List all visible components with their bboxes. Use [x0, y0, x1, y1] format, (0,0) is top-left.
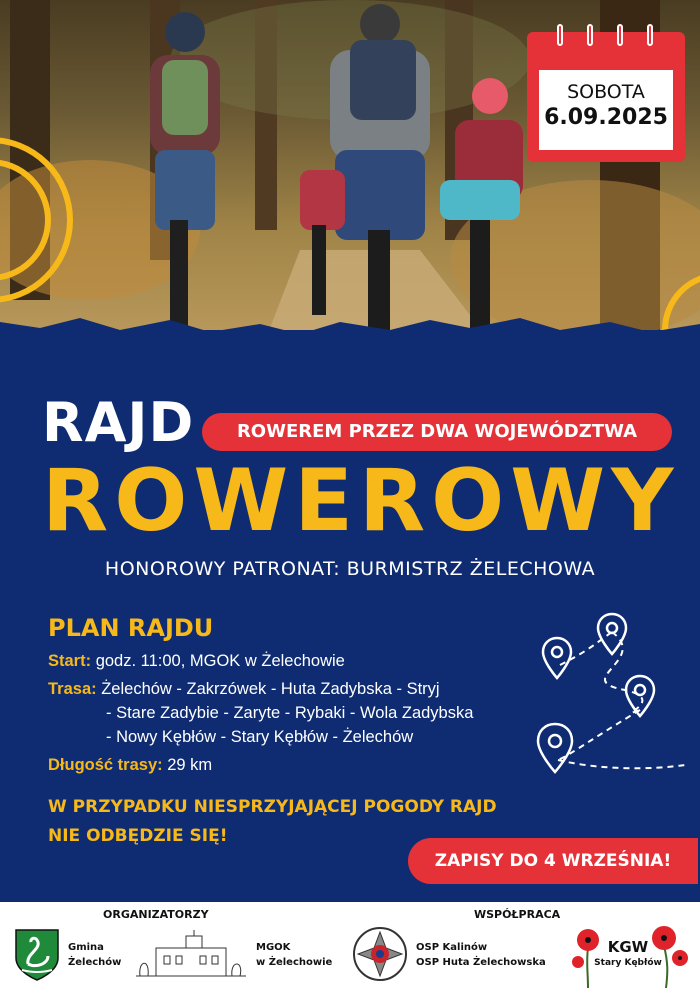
torn-edge — [0, 300, 700, 340]
org1-line-2: Żelechów — [68, 957, 122, 968]
warning-line-1: W PRZYPADKU NIESPRZYJAJĄCEJ POGODY RAJD — [48, 797, 497, 817]
location-pin-icon — [538, 724, 572, 772]
route-line-2: - Stare Zadybie - Zaryte - Rybaki - Wola Zadybska — [106, 704, 474, 722]
start-label: Start: — [48, 652, 92, 670]
event-date: 6.09.2025 — [544, 105, 668, 130]
location-pin-icon — [543, 638, 571, 678]
org1-text — [68, 940, 121, 970]
org2-text — [256, 940, 332, 970]
calendar-ring — [647, 24, 653, 46]
route-line-3: - Nowy Kębłów - Stary Kębłów - Żelechów — [106, 728, 414, 746]
coop1-line-1: OSP Kalinów — [416, 942, 488, 953]
location-pin-icon — [598, 614, 626, 654]
route-line-1 — [48, 680, 440, 699]
title-rajd: RAJD — [42, 391, 195, 454]
start-value: godz. 11:00, MGOK w Żelechowie — [95, 652, 345, 670]
coop1-line-2: OSP Huta Żelechowska — [416, 957, 546, 968]
plan-heading: PLAN RAJDU — [48, 614, 214, 642]
calendar-icon — [527, 32, 685, 162]
length-value: 29 km — [167, 756, 213, 774]
calendar-page — [539, 70, 673, 150]
route-map-illustration — [530, 610, 690, 790]
route-text: Żelechów - Zakrzówek - Huta Zadybska - Stryj — [101, 680, 440, 698]
coop2-text — [592, 938, 664, 971]
calendar-ring — [557, 24, 563, 46]
cooperation-heading: WSPÓŁPRACA — [474, 908, 561, 921]
title-rowerowy: ROWEROWY — [42, 451, 680, 551]
mgok-building-sketch — [136, 930, 246, 980]
swan-coat-of-arms-icon — [14, 928, 60, 982]
signup-banner: ZAPISY DO 4 WRZEŚNIA! — [408, 838, 698, 884]
warning-line-2: NIE ODBĘDZIE SIĘ! — [48, 826, 228, 846]
org2-line-2: w Żelechowie — [256, 957, 333, 968]
footer — [0, 902, 700, 990]
organizers-heading: ORGANIZATORZY — [103, 908, 209, 921]
coop1-text — [416, 940, 546, 970]
subtitle-pill: ROWEREM PRZEZ DWA WOJEWÓDZTWA — [202, 413, 672, 451]
start-line — [48, 652, 345, 671]
org2-line-1: MGOK — [256, 942, 291, 953]
calendar-ring — [587, 24, 593, 46]
length-line — [48, 756, 212, 775]
calendar-ring — [617, 24, 623, 46]
event-day: SOBOTA — [567, 81, 645, 103]
coop2-line-1: KGW — [607, 938, 649, 956]
org1-line-1: Gmina — [68, 942, 104, 953]
coop2-line-2: Stary Kębłów — [594, 958, 662, 968]
route-label: Trasa: — [48, 680, 97, 698]
patronage-text: HONOROWY PATRONAT: BURMISTRZ ŻELECHOWA — [104, 558, 596, 580]
fire-brigade-emblem-icon — [352, 926, 408, 982]
length-label: Długość trasy: — [48, 756, 163, 774]
